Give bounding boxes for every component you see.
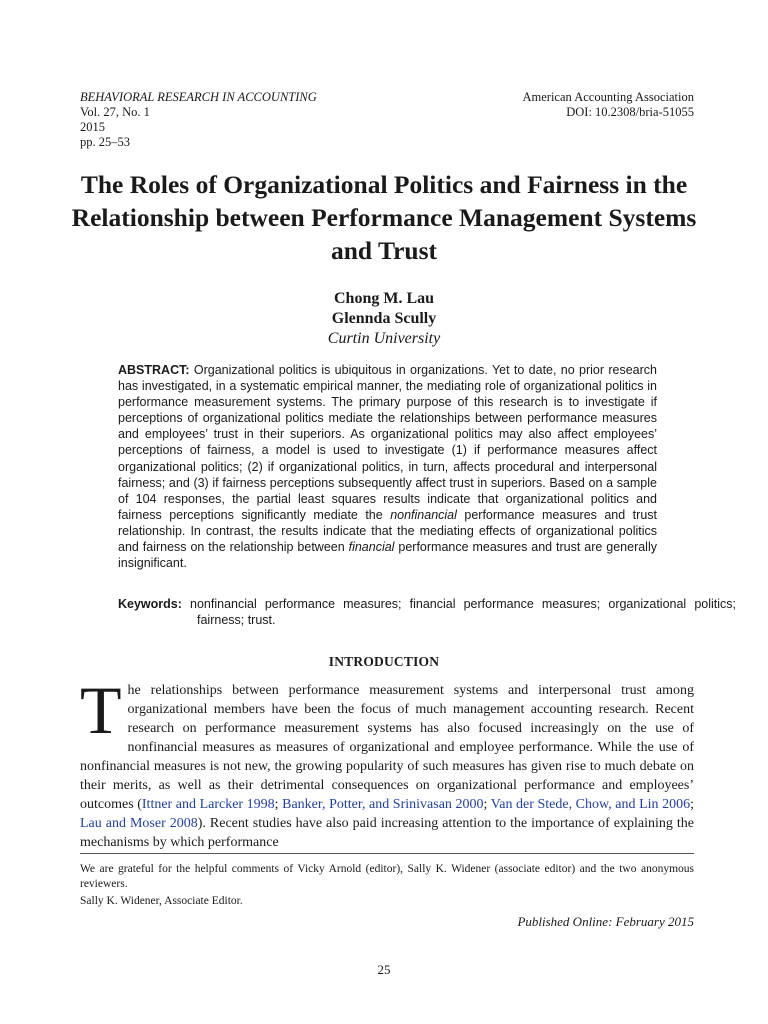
footnote-divider [80,853,694,854]
abstract [118,362,657,571]
introduction-paragraph [80,672,694,852]
editor-footnote: Sally K. Widener, Associate Editor. [80,895,243,907]
drop-cap: T [80,672,122,748]
journal-year: 2015 [80,120,105,134]
journal-volume: Vol. 27, No. 1 [80,105,150,119]
published-online: Published Online: February 2015 [517,914,694,929]
section-heading: INTRODUCTION [328,654,440,669]
citation-separator: ; [274,797,283,812]
author-affiliation: Curtin University [327,330,441,347]
abstract-label: ABSTRACT: [118,363,190,377]
abstract-text: Organizational politics is ubiquitous in organizations. Yet to date, no prior research has investigated, in a systematic empirical manner, the mediating role of organizational politics in performance measurement systems. The primary purpose of this research is to investigate if perceptions of organizational politics mediate the relationships between performance measures and employees’ trust in their superiors. As organizational politics may also affect employees’ perceptions of fairness, a model is used to investigate (1) if performance measures affect organizational politics; (2) if organizational politics, in turn, affects procedural and interpersonal fairness; and (3) if fairness perceptions subsequently affect trust in superiors. Based on a sample of 104 responses, the partial least squares results indicate that organizational politics and fairness perceptions significantly mediate the [118,363,657,522]
journal-pages: pp. 25–53 [80,135,130,149]
author-name: Glennda Scully [331,310,437,327]
keywords-text: nonfinancial performance measures; financial performance measures; organizational politics; fairness; trust. [181,597,736,628]
publisher-name: American Accounting Association [522,90,694,104]
keywords-label: Keywords: [118,597,182,611]
abstract-emphasis: nonfinancial [390,507,457,522]
page-number: 25 [377,962,391,977]
body-text: ). Recent studies have also paid increasing attention to the importance of explaining the mechanisms by which performance [80,816,694,850]
journal-info [80,90,317,150]
citation-link[interactable]: Ittner and Larcker 1998 [141,797,275,812]
abstract-text: performance measures and trust relationship. In contrast, the results indicate that the mediating effects of organizational politics and fairness on the relationship between [118,507,657,555]
journal-name: BEHAVIORAL RESEARCH IN ACCOUNTING [80,90,317,104]
keywords [118,596,736,628]
abstract-text: performance measures and trust are generally insignificant. [118,540,657,571]
author-block [0,289,768,349]
citation-separator: ; [483,797,491,812]
doi[interactable]: DOI: 10.2308/bria-51055 [566,105,694,119]
acknowledgment-footnote: We are grateful for the helpful comments of Vicky Arnold (editor), Sally K. Widener (associate editor) and the two anonymous reviewers. [80,863,694,890]
abstract-emphasis: financial [348,540,395,555]
citation-link[interactable]: Van der Stede, Chow, and Lin 2006 [490,797,691,812]
author-name: Chong M. Lau [333,290,435,307]
citation-separator: ; [690,797,694,812]
citation-link[interactable]: Banker, Potter, and Srinivasan 2000 [282,797,484,812]
citation-link[interactable]: Lau and Moser 2008 [80,816,198,831]
publisher-info [523,90,695,120]
paper-title: The Roles of Organizational Politics and Fairness in the Relationship between Performance Management Systems and Trust [71,170,697,265]
body-text: he relationships between performance measurement systems and interpersonal trust among organizational members have been the focus of much management accounting research. Recent research on performance measurement systems has also focused increasingly on the use of nonfinancial measures as measures of organizational and employee performance. While the use of nonfinancial measures is not new, the growing popularity of such measures has given rise to much debate on their merits, as well as their detrimental consequences on organizational performance and employees’ outcomes ( [80,683,694,812]
